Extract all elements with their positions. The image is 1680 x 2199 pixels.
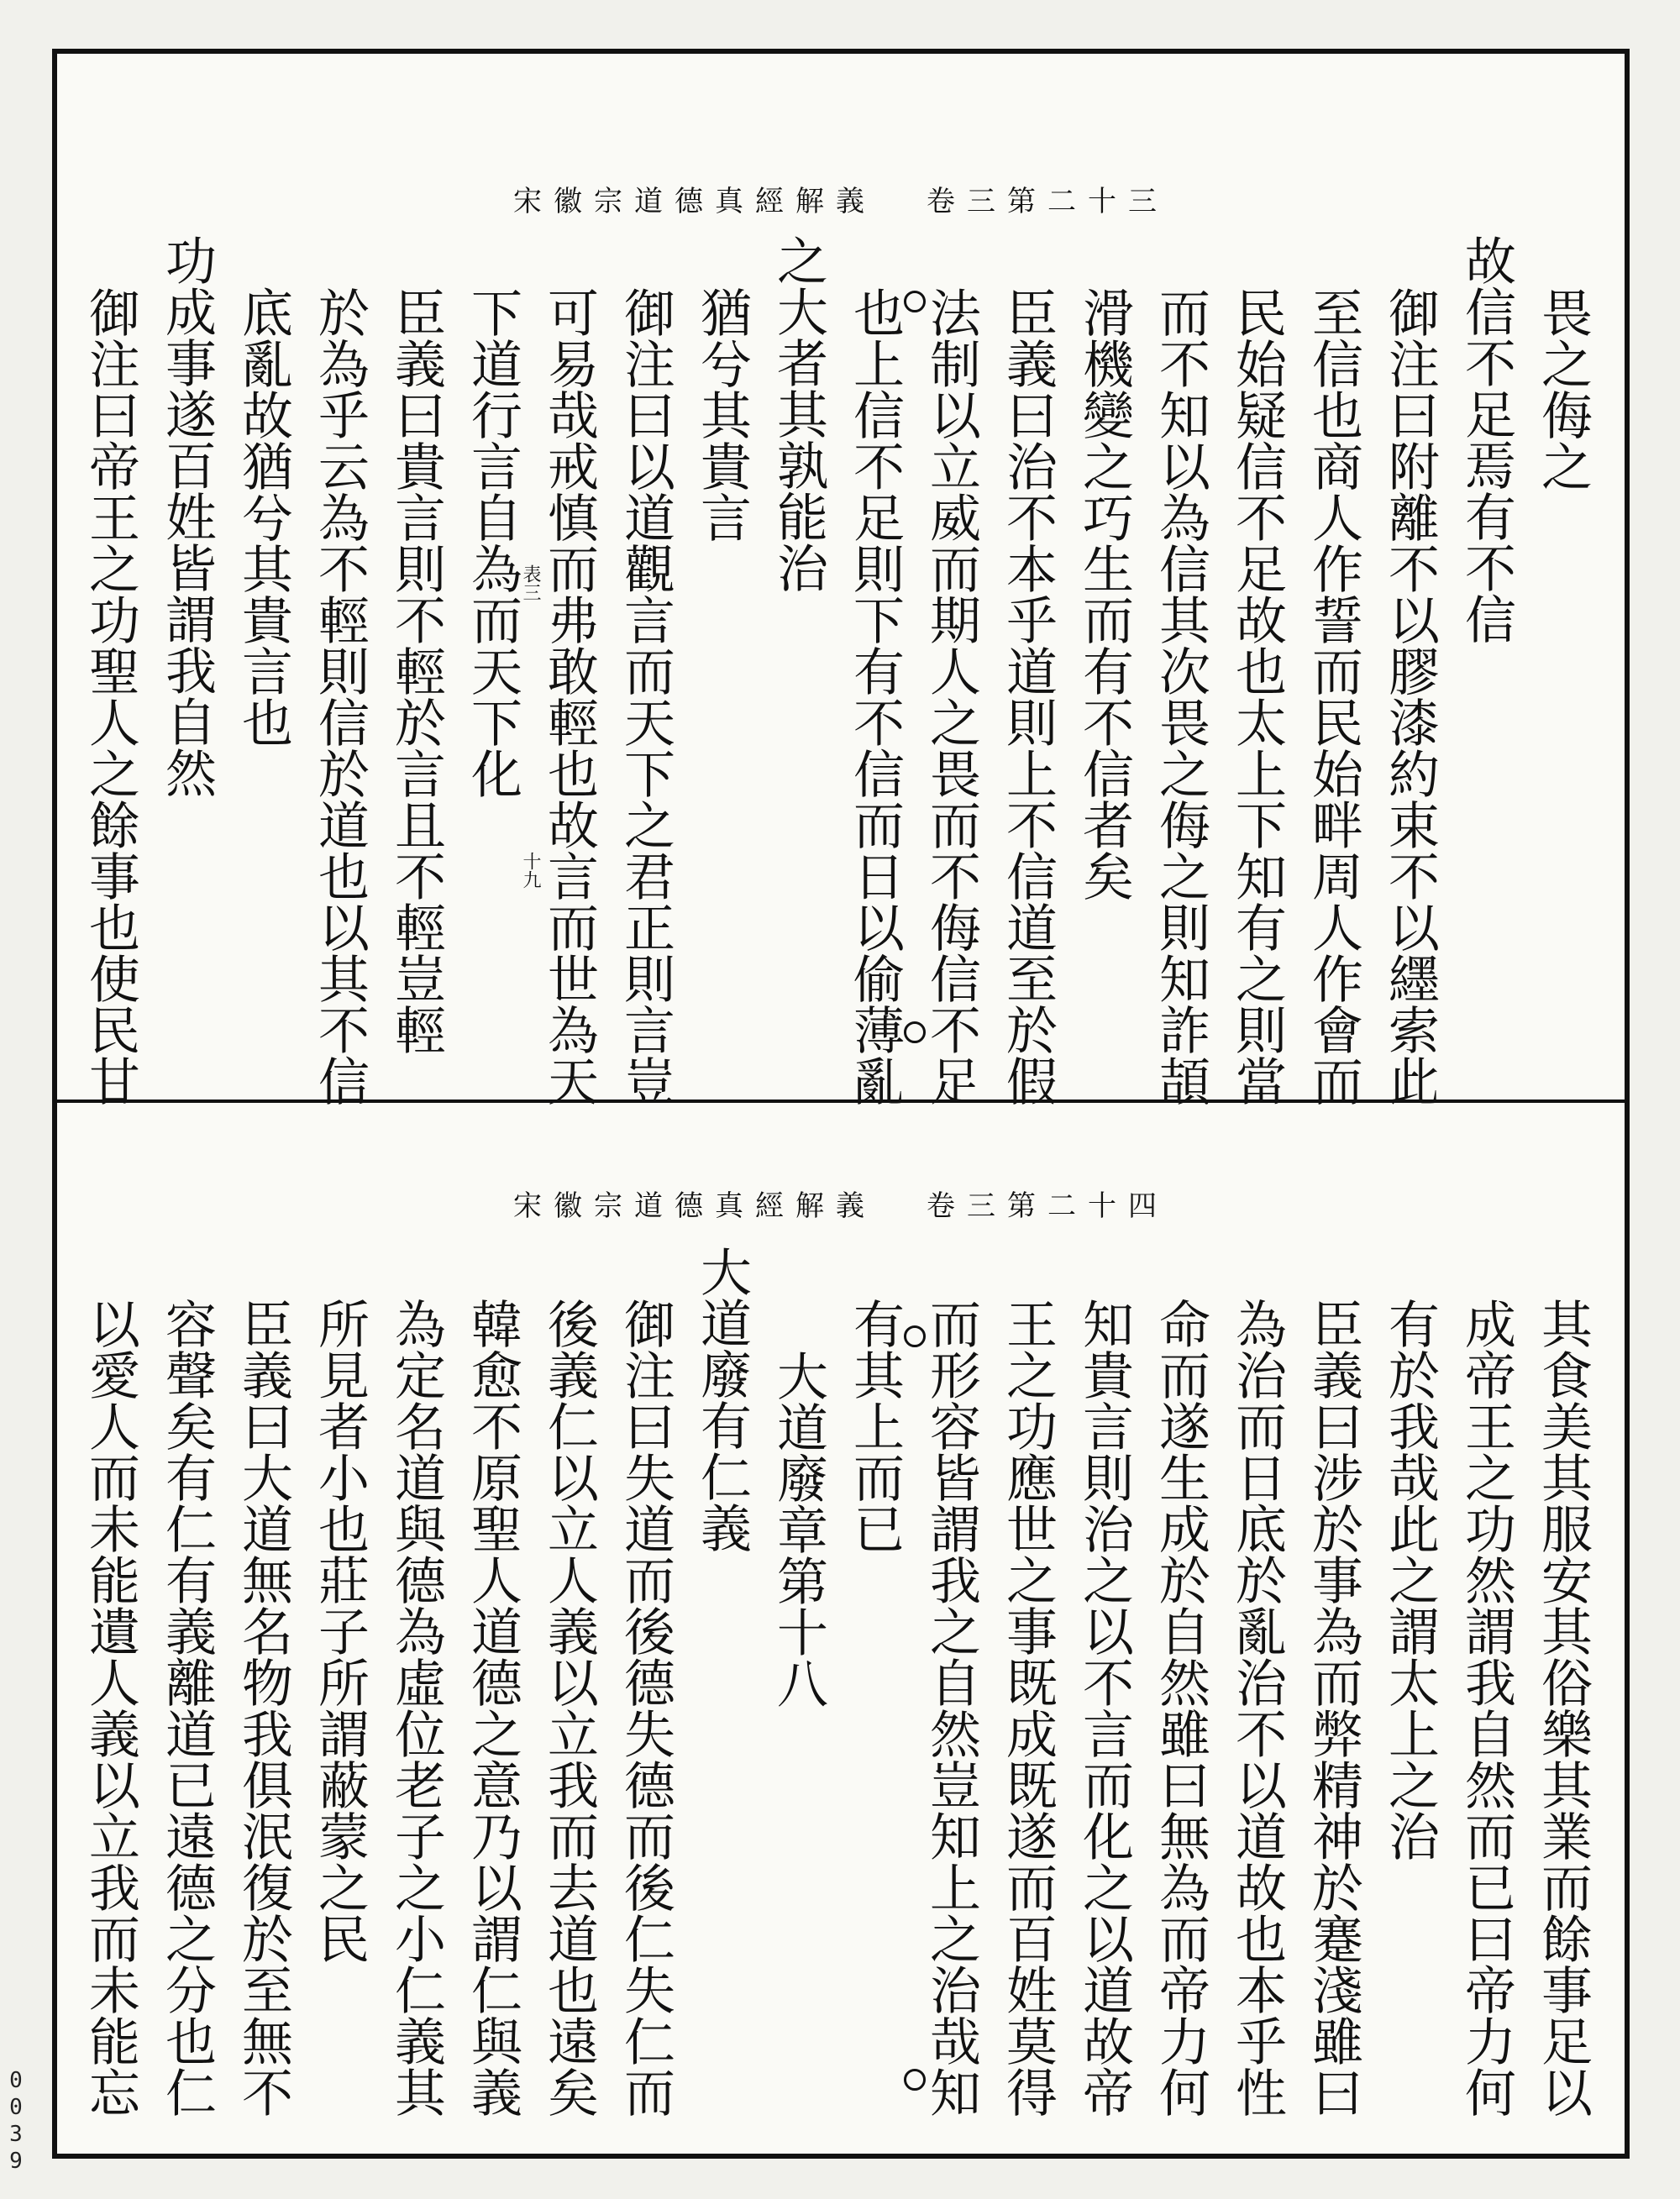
text-column: 畏之侮之 — [1533, 286, 1593, 491]
text-column: 下道行言自為而天下化 — [463, 286, 522, 799]
top-header — [57, 178, 1625, 219]
text-column: 有於我哉此之謂太上之治 — [1380, 1298, 1440, 1861]
text-column: 後義仁以立人義以立我而去道也遠矣 — [539, 1298, 599, 2118]
text-column: 臣義曰涉於事為而弊精神於蹇淺雖曰 — [1304, 1298, 1363, 2118]
text-column: 以愛人而未能遺人義以立我而未能忘 — [81, 1298, 140, 2118]
text-column: 滑機變之巧生而有不信者矣 — [1074, 286, 1134, 901]
text-column: 至信也商人作誓而民始畔周人作會而 — [1304, 286, 1363, 1106]
bottom-page — [57, 1100, 1625, 2154]
page-number: 0039 — [3, 2068, 29, 2175]
text-column: 功成事遂百姓皆謂我自然 — [157, 234, 217, 798]
top-text-area — [81, 234, 1599, 1106]
text-column: 大道廢有仁義 — [692, 1246, 752, 1553]
small-note: 十九 — [520, 852, 541, 889]
text-column: 法制以立威而期人之畏而不侮信不足 — [921, 286, 981, 1106]
bottom-header-volume: 卷三第二十四 — [927, 1189, 1168, 1223]
text-column: 之大者其孰能治 — [769, 234, 828, 593]
top-page — [57, 54, 1625, 1106]
top-header-volume: 卷三第二十三 — [927, 185, 1168, 218]
text-column: 命而遂生成於自然雖曰無為而帝力何 — [1151, 1298, 1210, 2118]
text-column: 成帝王之功然謂我自然而已曰帝力何 — [1457, 1298, 1516, 2118]
text-column: 可易哉戒慎而弗敢輕也故言而世為天 — [539, 286, 599, 1106]
text-column: 御注曰附離不以膠漆約束不以纆索此 — [1380, 286, 1440, 1106]
text-column: 猶兮其貴言 — [692, 286, 752, 543]
text-column: 而形容皆謂我之自然豈知上之治哉知 — [921, 1298, 981, 2118]
text-column: 也上信不足則下有不信而日以偷薄亂 — [845, 286, 905, 1106]
text-column: 而不知以為信其次畏之侮之則知詐頡 — [1151, 286, 1210, 1106]
text-column: 臣義曰治不本乎道則上不信道至於假 — [998, 286, 1058, 1106]
text-column: 有其上而已 — [845, 1298, 905, 1554]
text-column: 知貴言則治之以不言而化之以道故帝 — [1074, 1298, 1134, 2118]
bottom-text-area — [82, 1246, 1599, 2136]
text-column: 容聲矣有仁有義離道已遠德之分也仁 — [157, 1298, 217, 2118]
text-column: 王之功應世之事既成既遂而百姓莫得 — [998, 1298, 1058, 2118]
text-column: 臣義曰大道無名物我俱泯復於至無不 — [234, 1298, 293, 2118]
bottom-header — [57, 1183, 1625, 1224]
page-frame — [52, 49, 1630, 2159]
text-column: 於為乎云為不輕則信於道也以其不信 — [310, 286, 370, 1106]
text-column: 御注曰失道而後德失德而後仁失仁而 — [616, 1298, 675, 2118]
text-column: 為治而日底於亂治不以道故也本乎性 — [1227, 1298, 1287, 2118]
text-column: 御注曰以道觀言而天下之君正則言豈 — [616, 286, 675, 1106]
text-column: 大道廢章第十八 — [769, 1350, 828, 1708]
bottom-header-title: 宋徽宗道德真經解義 — [513, 1189, 876, 1223]
top-header-title: 宋徽宗道德真經解義 — [513, 185, 876, 218]
text-column: 臣義曰貴言則不輕於言且不輕豈輕 — [386, 286, 446, 1055]
text-column: 底亂故猶兮其貴言也 — [234, 286, 293, 748]
small-note: 表三 — [520, 564, 541, 601]
text-column: 其食美其服安其俗樂其業而餘事足以 — [1533, 1298, 1593, 2118]
text-column: 御注曰帝王之功聖人之餘事也使民甘 — [81, 286, 140, 1106]
text-column: 韓愈不原聖人道德之意乃以謂仁與義 — [463, 1298, 522, 2118]
text-column: 所見者小也莊子所謂蔽蒙之民 — [310, 1298, 370, 1964]
text-column: 為定名道與德為虛位老子之小仁義其 — [386, 1298, 446, 2118]
text-column: 民始疑信不足故也太上下知有之則當 — [1227, 286, 1287, 1106]
text-column: 故信不足焉有不信 — [1457, 234, 1516, 644]
